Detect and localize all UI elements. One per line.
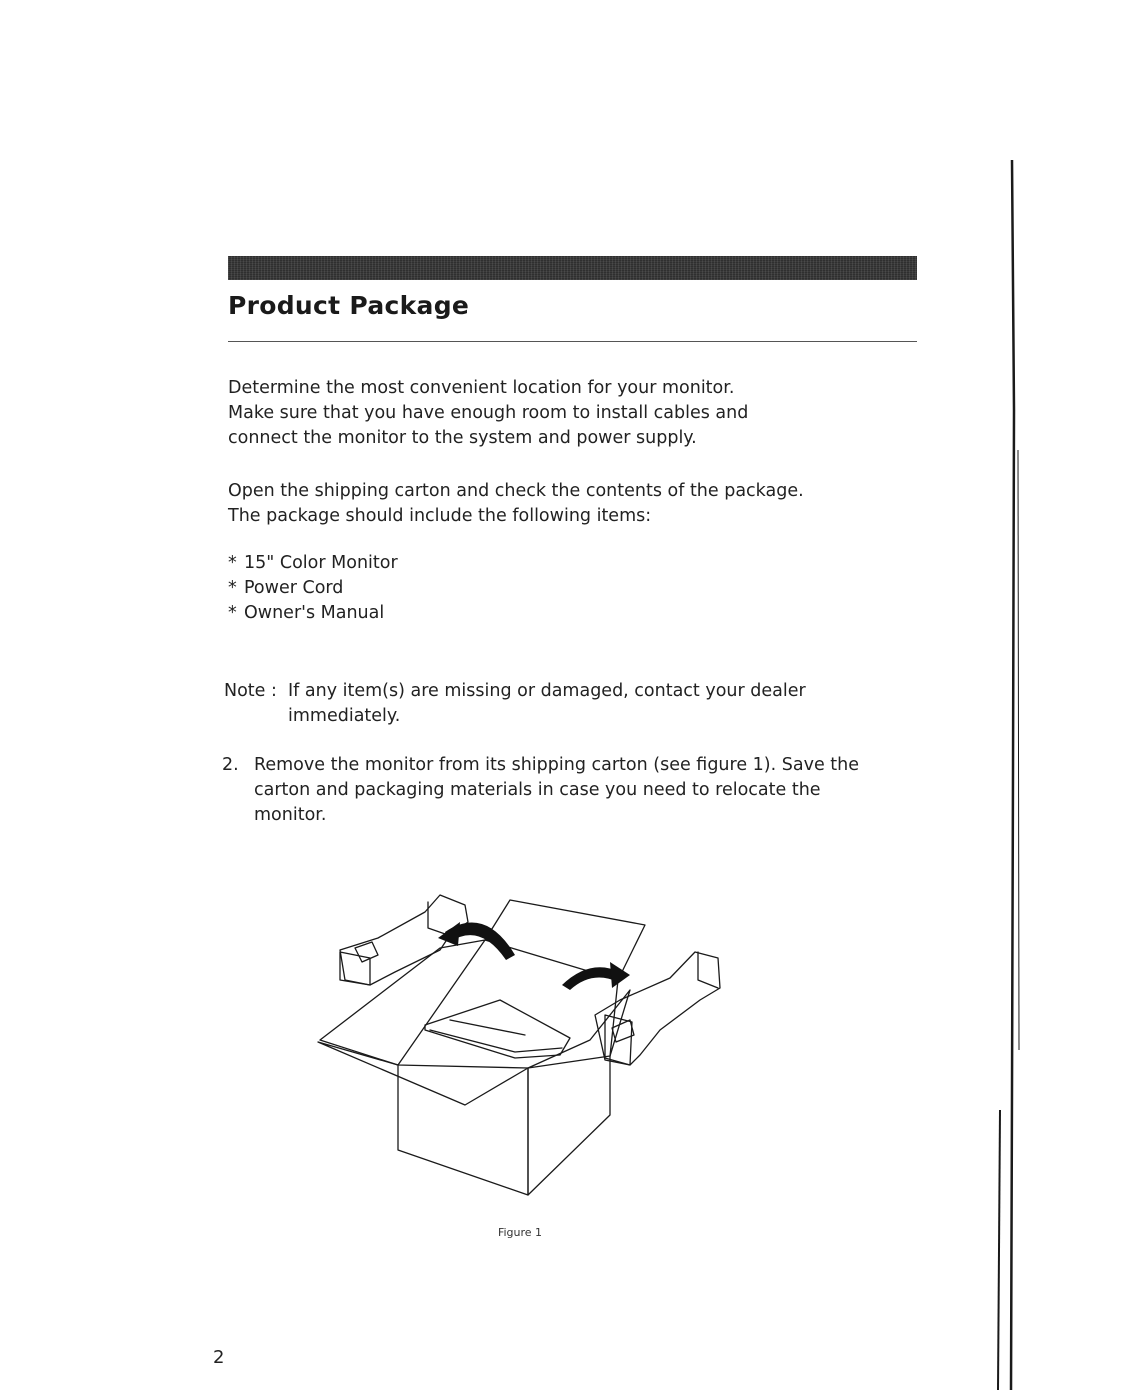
- section-header-bar: [228, 256, 917, 280]
- figure-caption: Figure 1: [497, 1226, 543, 1239]
- box-front-right-face: [528, 1056, 610, 1195]
- list-item: [228, 601, 398, 626]
- item-text: 15" Color Monitor: [244, 553, 398, 573]
- scan-binding-edge: [960, 150, 1040, 1390]
- intro-line-3: connect the monitor to the system and power supply.: [228, 428, 697, 448]
- contents-line-2: The package should include the following items:: [228, 506, 652, 526]
- box-front-flap: [318, 1042, 528, 1105]
- left-arrowhead-icon: [438, 922, 460, 946]
- note-block: [224, 679, 864, 729]
- package-items-list: [228, 551, 398, 626]
- title-underline: [228, 341, 917, 342]
- item-text: Owner's Manual: [244, 603, 385, 623]
- note-text: If any item(s) are missing or damaged, contact your dealer immediately.: [288, 681, 806, 726]
- section-title: Product Package: [228, 291, 470, 320]
- right-arrowhead-icon: [610, 962, 630, 988]
- box-left-flap: [320, 940, 485, 1065]
- contents-paragraph: [228, 479, 888, 529]
- bullet-icon: *: [228, 603, 237, 623]
- step-block: [222, 753, 862, 828]
- step-text: Remove the monitor from its shipping carton (see figure 1). Save the carton and packaging materials in case you need to relocate the monitor.: [254, 755, 859, 825]
- step-number: 2.: [222, 755, 239, 775]
- intro-paragraph: [228, 376, 868, 451]
- page-number: 2: [213, 1347, 225, 1368]
- list-item: [228, 551, 398, 576]
- bullet-icon: *: [228, 553, 237, 573]
- note-label: Note :: [224, 681, 277, 701]
- unpacking-illustration: [300, 880, 740, 1200]
- item-text: Power Cord: [244, 578, 344, 598]
- bullet-icon: *: [228, 578, 237, 598]
- intro-line-2: Make sure that you have enough room to install cables and: [228, 403, 749, 423]
- box-back-flap: [485, 900, 645, 980]
- contents-line-1: Open the shipping carton and check the contents of the package.: [228, 481, 804, 501]
- list-item: [228, 576, 398, 601]
- intro-line-1: Determine the most convenient location for your monitor.: [228, 378, 735, 398]
